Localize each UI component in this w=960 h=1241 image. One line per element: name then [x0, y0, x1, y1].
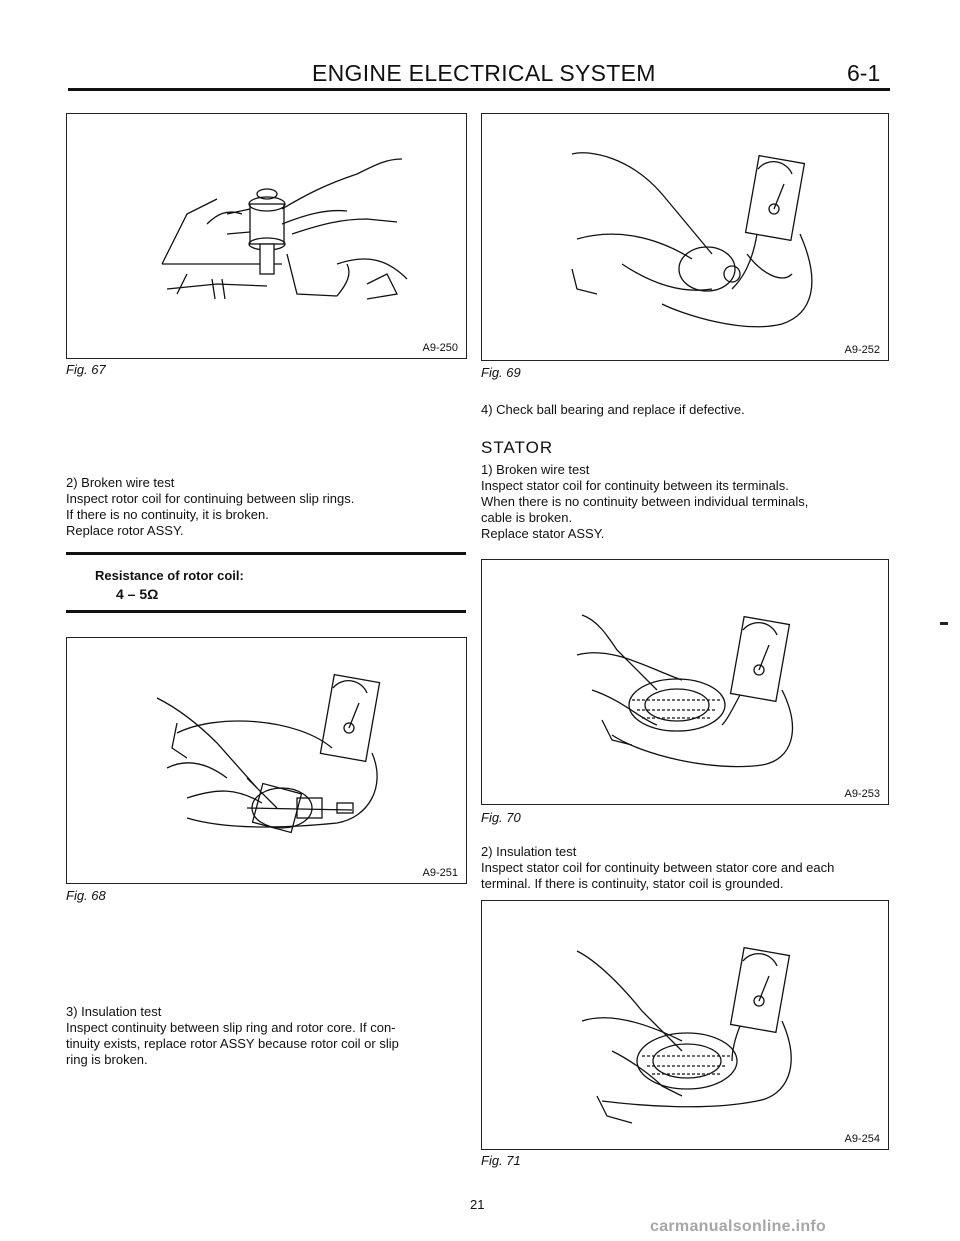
paragraph-line: Inspect rotor coil for continuing between slip rings.	[66, 491, 355, 506]
step-heading: 3) Insulation test	[66, 1004, 162, 1019]
paragraph-line: cable is broken.	[481, 510, 573, 525]
figure-caption: Fig. 70	[481, 810, 521, 825]
rotor-assembly-illustration	[67, 114, 465, 357]
figure-67	[66, 113, 467, 359]
figure-caption: Fig. 69	[481, 365, 521, 380]
figure-70	[481, 559, 889, 805]
paragraph-line: Inspect stator coil for continuity between stator core and each	[481, 860, 835, 875]
margin-tab-mark	[940, 622, 948, 625]
figure-code: A9-250	[422, 342, 458, 354]
stator-broken-wire-test	[481, 462, 891, 542]
stator-section-heading: STATOR	[481, 438, 554, 457]
page-header-title: ENGINE ELECTRICAL SYSTEM	[312, 60, 656, 86]
rotor-insulation-test	[66, 1004, 466, 1068]
ohmmeter-bearing-illustration	[482, 114, 887, 359]
figure-code: A9-252	[844, 344, 880, 356]
rotor-broken-wire-test	[66, 475, 466, 539]
figure-69	[481, 113, 889, 361]
header-rule	[68, 88, 890, 91]
paragraph-line: ring is broken.	[66, 1052, 148, 1067]
step-heading: 2) Broken wire test	[66, 475, 175, 490]
page-number: 21	[470, 1197, 485, 1212]
ohmmeter-rotor-illustration	[67, 638, 465, 882]
paragraph-line: Inspect stator coil for continuity between its terminals.	[481, 478, 789, 493]
figure-caption: Fig. 71	[481, 1153, 521, 1168]
paragraph-line: Replace stator ASSY.	[481, 526, 605, 541]
spec-value: 4 – 5Ω	[116, 586, 159, 602]
figure-code: A9-253	[844, 788, 880, 800]
spec-title: Resistance of rotor coil:	[95, 568, 244, 583]
figure-71	[481, 900, 889, 1150]
bearing-check-step: 4) Check ball bearing and replace if defective.	[481, 402, 745, 417]
paragraph-line: Replace rotor ASSY.	[66, 523, 184, 538]
figure-caption: Fig. 68	[66, 888, 106, 903]
paragraph-line: If there is no continuity, it is broken.	[66, 507, 269, 522]
paragraph-line: When there is no continuity between individual terminals,	[481, 494, 809, 509]
paragraph-line: tinuity exists, replace rotor ASSY because rotor coil or slip	[66, 1036, 399, 1051]
page-section-number: 6-1	[847, 60, 881, 86]
step-heading: 1) Broken wire test	[481, 462, 590, 477]
ohmmeter-stator-core-illustration	[482, 901, 887, 1148]
paragraph-line: Inspect continuity between slip ring and rotor core. If con-	[66, 1020, 396, 1035]
stator-insulation-test	[481, 844, 891, 892]
watermark: carmanualsonline.info	[650, 1218, 827, 1235]
paragraph-line: terminal. If there is continuity, stator coil is grounded.	[481, 876, 784, 891]
figure-68	[66, 637, 467, 884]
step-heading: 2) Insulation test	[481, 844, 577, 859]
figure-code: A9-251	[422, 867, 458, 879]
spec-top-rule	[66, 552, 466, 555]
figure-code: A9-254	[844, 1133, 880, 1145]
ohmmeter-stator-illustration	[482, 560, 887, 803]
figure-caption: Fig. 67	[66, 362, 106, 377]
spec-bottom-rule	[66, 610, 466, 613]
